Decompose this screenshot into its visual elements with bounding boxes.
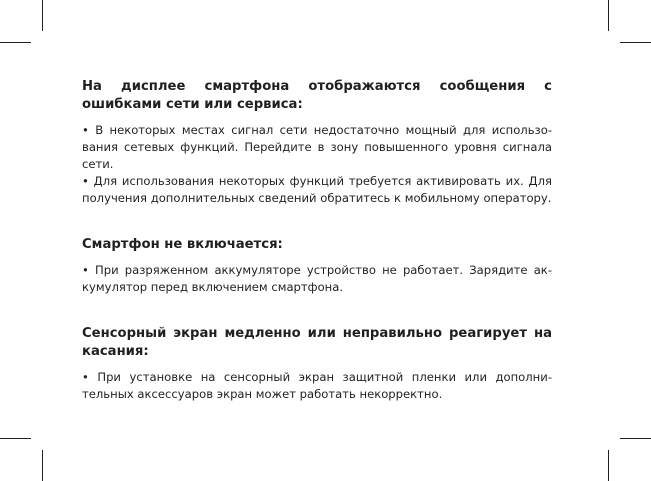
section-network-errors — [82, 78, 552, 207]
section-power-on — [82, 236, 552, 296]
section-heading: Смартфон не включается: — [82, 237, 283, 252]
crop-mark-bottom-right-vertical — [608, 450, 609, 481]
section-touchscreen — [82, 325, 552, 403]
bullet-paragraph: • При разряженном аккумуляторе устройство не работает. Зарядите аккумулятор перед включением смартфона. — [82, 263, 552, 294]
bullet-paragraph: • Для использования некоторых функций требуется активировать их. Для получения дополнительных сведений обратитесь к мобильному оператору. — [82, 174, 552, 205]
crop-mark-bottom-left-horizontal — [0, 438, 31, 439]
crop-mark-top-right-vertical — [608, 0, 609, 31]
crop-mark-top-right-horizontal — [620, 42, 651, 43]
bullet-paragraph: • В некоторых местах сигнал сети недостаточно мощный для использования сетевых функций. Перейдите в зону повышенного уровня сигнала сети. — [82, 123, 552, 171]
section-heading: Сенсорный экран медленно или неправильно реагирует на касания: — [82, 326, 552, 359]
page-content — [82, 78, 552, 403]
section-heading: На дисплее смартфона отображаются сообщения с ошибками сети или сервиса: — [82, 79, 552, 112]
crop-mark-top-left-vertical — [42, 0, 43, 31]
crop-mark-top-left-horizontal — [0, 42, 31, 43]
crop-mark-bottom-right-horizontal — [620, 438, 651, 439]
bullet-paragraph: • При установке на сенсорный экран защитной пленки или дополнительных аксессуаров экран может работать некорректно. — [82, 370, 552, 401]
crop-mark-bottom-left-vertical — [42, 450, 43, 481]
